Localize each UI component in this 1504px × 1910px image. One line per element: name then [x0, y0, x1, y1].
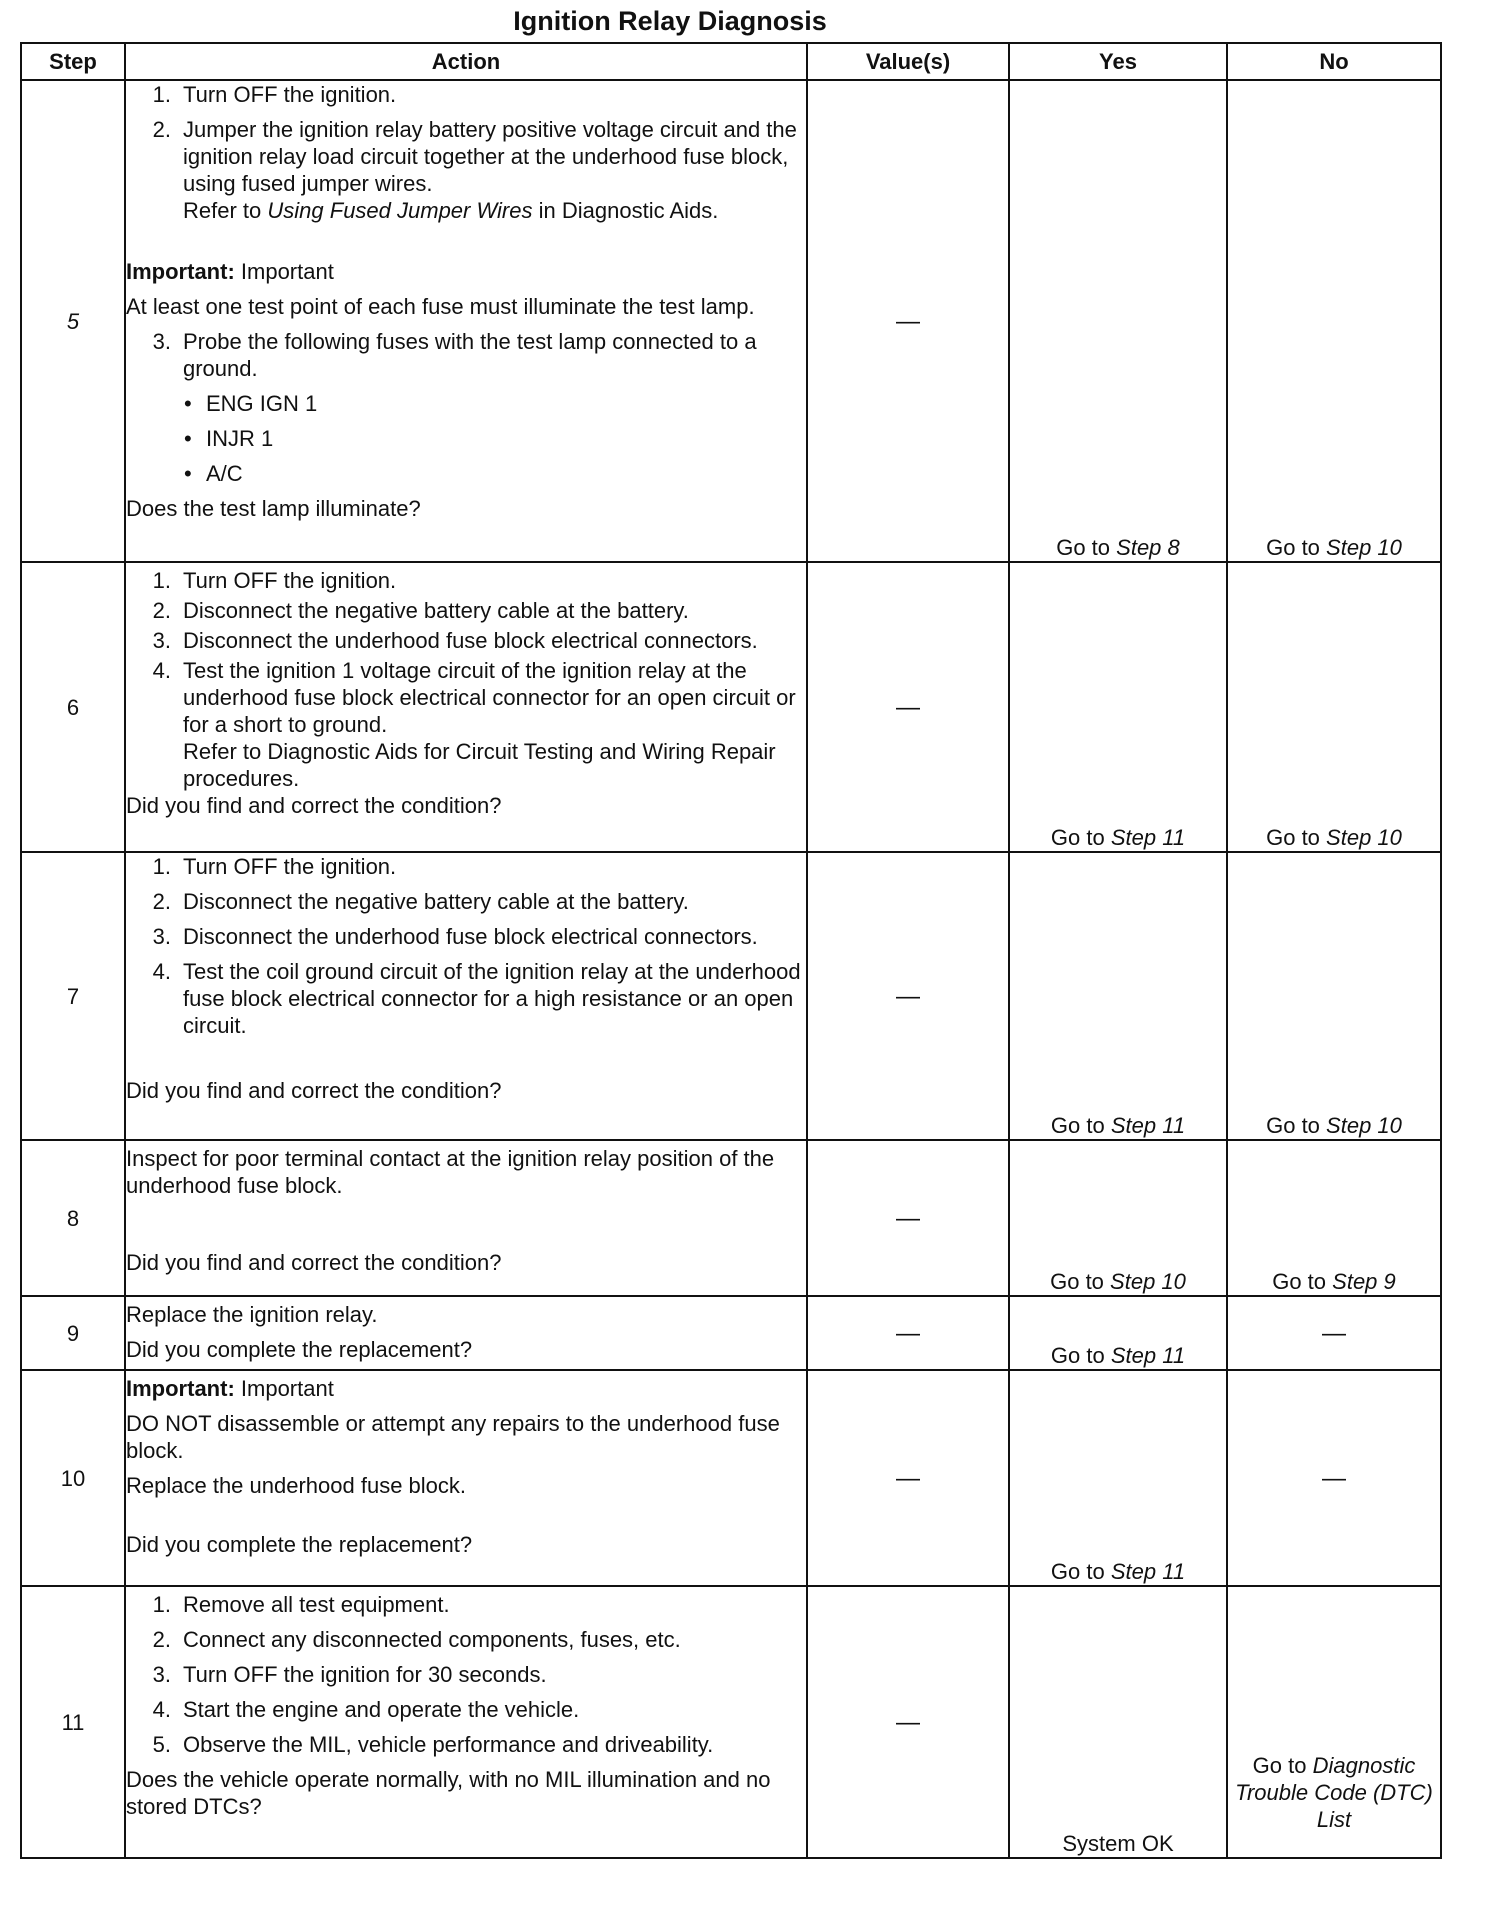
step-number: 7: [21, 852, 125, 1140]
goto-label: Go to: [1050, 1113, 1105, 1138]
no-cell: [1227, 562, 1441, 852]
value-cell: —: [807, 852, 1009, 1140]
refer-label: Refer to: [183, 198, 262, 223]
list-number: 4.: [152, 1697, 171, 1722]
list-text: [183, 116, 806, 224]
list-text: Turn OFF the ignition.: [183, 568, 397, 593]
question-text: Did you complete the replacement?: [126, 1532, 473, 1557]
yes-cell: [1009, 1140, 1227, 1296]
value-cell: —: [807, 80, 1009, 562]
list-number: 4.: [152, 959, 171, 984]
list-text: Remove all test equipment.: [183, 1592, 450, 1617]
action-cell: [125, 1140, 807, 1296]
table-row-step-11: [21, 1586, 1441, 1858]
step-number: 6: [21, 562, 125, 852]
table-row-step-5: [21, 80, 1441, 562]
list-number: 5.: [152, 1732, 171, 1757]
list-number: 3.: [152, 924, 171, 949]
goto-label: Go to: [1266, 1113, 1320, 1138]
no-step-link: Step 10: [1326, 535, 1402, 560]
list-number: 2.: [152, 889, 171, 914]
list-text: Disconnect the negative battery cable at the battery.: [183, 598, 689, 623]
refer-text: Refer to Diagnostic Aids for Circuit Testing and Wiring Repair procedures.: [183, 739, 776, 791]
list-number: 3.: [152, 1662, 171, 1687]
important-text: Important: [240, 259, 334, 284]
value-cell: —: [807, 1140, 1009, 1296]
warning-text: DO NOT disassemble or attempt any repairs to the underhood fuse block.: [126, 1411, 780, 1463]
action-cell: [125, 852, 807, 1140]
refer-link-text: Using Fused Jumper Wires: [267, 198, 533, 223]
question-text: Did you find and correct the condition?: [126, 1078, 502, 1103]
action-cell: [125, 562, 807, 852]
no-cell: —: [1227, 1296, 1441, 1370]
no-cell: —: [1227, 1370, 1441, 1586]
list-number: 2.: [152, 598, 171, 623]
header-action: Action: [125, 43, 807, 80]
header-row: [21, 43, 1441, 80]
dtc-list-link: Diagnostic Trouble Code (DTC) List: [1235, 1752, 1433, 1832]
fuse-bullet: INJR 1: [206, 426, 274, 451]
action-text: Replace the underhood fuse block.: [126, 1473, 467, 1498]
page-title: Ignition Relay Diagnosis: [513, 6, 827, 36]
question-text: Did you find and correct the condition?: [126, 1250, 502, 1275]
no-step-link: Step 10: [1326, 1113, 1402, 1138]
yes-cell: [1009, 1296, 1227, 1370]
list-number: 1.: [152, 568, 171, 593]
list-text: Disconnect the underhood fuse block electrical connectors.: [183, 924, 758, 949]
goto-label: Go to: [1050, 1343, 1105, 1368]
header-no: No: [1227, 43, 1441, 80]
yes-cell: System OK: [1009, 1586, 1227, 1858]
step-number: 8: [21, 1140, 125, 1296]
list-text-main: Test the ignition 1 voltage circuit of the ignition relay at the underhood fuse block electrical connector for an open circuit or for a short to ground.: [183, 658, 796, 737]
question-text: Does the vehicle operate normally, with no MIL illumination and no stored DTCs?: [126, 1767, 771, 1819]
table-row-step-8: [21, 1140, 1441, 1296]
yes-cell: [1009, 1370, 1227, 1586]
header-values: Value(s): [807, 43, 1009, 80]
list-number: 2.: [152, 117, 171, 142]
list-number: 3.: [152, 329, 171, 354]
yes-cell: [1009, 562, 1227, 852]
list-number: 2.: [152, 1627, 171, 1652]
step-number: 10: [21, 1370, 125, 1586]
yes-step-link: Step 11: [1110, 1343, 1186, 1368]
goto-label: Go to: [1252, 1752, 1307, 1778]
yes-step-link: Step 10: [1110, 1269, 1186, 1294]
no-step-link: Step 9: [1332, 1269, 1396, 1294]
question-text: Did you find and correct the condition?: [126, 793, 502, 818]
refer-suffix: in Diagnostic Aids.: [538, 198, 719, 223]
list-text: Turn OFF the ignition.: [183, 82, 397, 107]
step-number: 5: [21, 80, 125, 562]
goto-label: Go to: [1056, 535, 1111, 560]
important-label: Important:: [126, 259, 235, 284]
fuse-bullet: A/C: [206, 461, 243, 486]
no-cell: [1227, 1140, 1441, 1296]
yes-step-link: Step 11: [1110, 1559, 1186, 1584]
no-cell: [1227, 852, 1441, 1140]
note-text: At least one test point of each fuse must illuminate the test lamp.: [126, 294, 755, 319]
action-text: Replace the ignition relay.: [126, 1302, 378, 1327]
step-number: 9: [21, 1296, 125, 1370]
list-text: Start the engine and operate the vehicle.: [183, 1697, 580, 1722]
yes-step-link: Step 11: [1110, 1113, 1186, 1138]
value-cell: —: [807, 1296, 1009, 1370]
list-text: Turn OFF the ignition for 30 seconds.: [183, 1662, 547, 1687]
yes-step-link: Step 11: [1110, 825, 1186, 850]
action-cell: 1. Turn OFF the ignition. 2. Jumper the ignition relay battery positive voltage circuit and the ignition relay load circuit together at the underhood fuse block, using fused jumper wires. Refer to Using Fused Jumper Wires in Diagnostic Aids. Important: Important At least one test point of each fuse must illuminate the test lamp. 3. Probe the following fuses with the test lamp connected to a ground. • ENG IGN 1 • INJR 1 • A/C Does the test lamp illuminate?: [125, 80, 807, 562]
question-text: Does the test lamp illuminate?: [126, 496, 421, 521]
yes-cell: [1009, 80, 1227, 562]
list-text: Probe the following fuses with the test lamp connected to a ground.: [183, 329, 757, 381]
fuse-bullet: ENG IGN 1: [206, 391, 318, 416]
step-number: 11: [21, 1586, 125, 1858]
list-text: Test the coil ground circuit of the ignition relay at the underhood fuse block electrical connector for a high resistance or an open circuit.: [183, 959, 801, 1038]
list-text: Disconnect the negative battery cable at the battery.: [183, 889, 689, 914]
question-text: Did you complete the replacement?: [126, 1337, 473, 1362]
list-number: 3.: [152, 628, 171, 653]
action-cell: [125, 1296, 807, 1370]
table-row-step-9: [21, 1296, 1441, 1370]
list-text: Turn OFF the ignition.: [183, 854, 397, 879]
action-cell: [125, 1370, 807, 1586]
list-text: [183, 657, 806, 792]
important-text: Important: [240, 1376, 334, 1401]
goto-label: Go to: [1050, 825, 1105, 850]
header-yes: Yes: [1009, 43, 1227, 80]
no-cell: [1227, 80, 1441, 562]
important-note: [126, 1375, 806, 1402]
table-row-step-7: [21, 852, 1441, 1140]
action-cell: [125, 1586, 807, 1858]
yes-step-link: Step 8: [1116, 535, 1180, 560]
goto-label: Go to: [1050, 1559, 1105, 1584]
goto-label: Go to: [1272, 1269, 1327, 1294]
list-text: Disconnect the underhood fuse block electrical connectors.: [183, 628, 758, 653]
list-number: 4.: [152, 658, 171, 683]
goto-label: Go to: [1266, 825, 1320, 850]
value-cell: —: [807, 1370, 1009, 1586]
action-text: Inspect for poor terminal contact at the ignition relay position of the underhood fuse block.: [126, 1146, 775, 1198]
no-step-link: Step 10: [1326, 825, 1402, 850]
important-note: [126, 258, 806, 285]
no-cell: [1227, 1586, 1441, 1858]
value-cell: —: [807, 1586, 1009, 1858]
diagnosis-table: [20, 42, 1442, 1859]
table-row-step-6: [21, 562, 1441, 852]
list-text: Observe the MIL, vehicle performance and driveability.: [183, 1732, 714, 1757]
list-text: Connect any disconnected components, fuses, etc.: [183, 1627, 681, 1652]
important-label: Important:: [126, 1376, 235, 1401]
table-row-step-10: [21, 1370, 1441, 1586]
header-step: Step: [21, 43, 125, 80]
list-number: 1.: [152, 1592, 171, 1617]
list-text-main: Jumper the ignition relay battery positive voltage circuit and the ignition relay load circuit together at the underhood fuse block, using fused jumper wires.: [183, 117, 797, 196]
yes-cell: [1009, 852, 1227, 1140]
goto-label: Go to: [1266, 535, 1320, 560]
list-number: 1.: [152, 82, 171, 107]
value-cell: —: [807, 562, 1009, 852]
list-number: 1.: [152, 854, 171, 879]
goto-label: Go to: [1050, 1269, 1104, 1294]
